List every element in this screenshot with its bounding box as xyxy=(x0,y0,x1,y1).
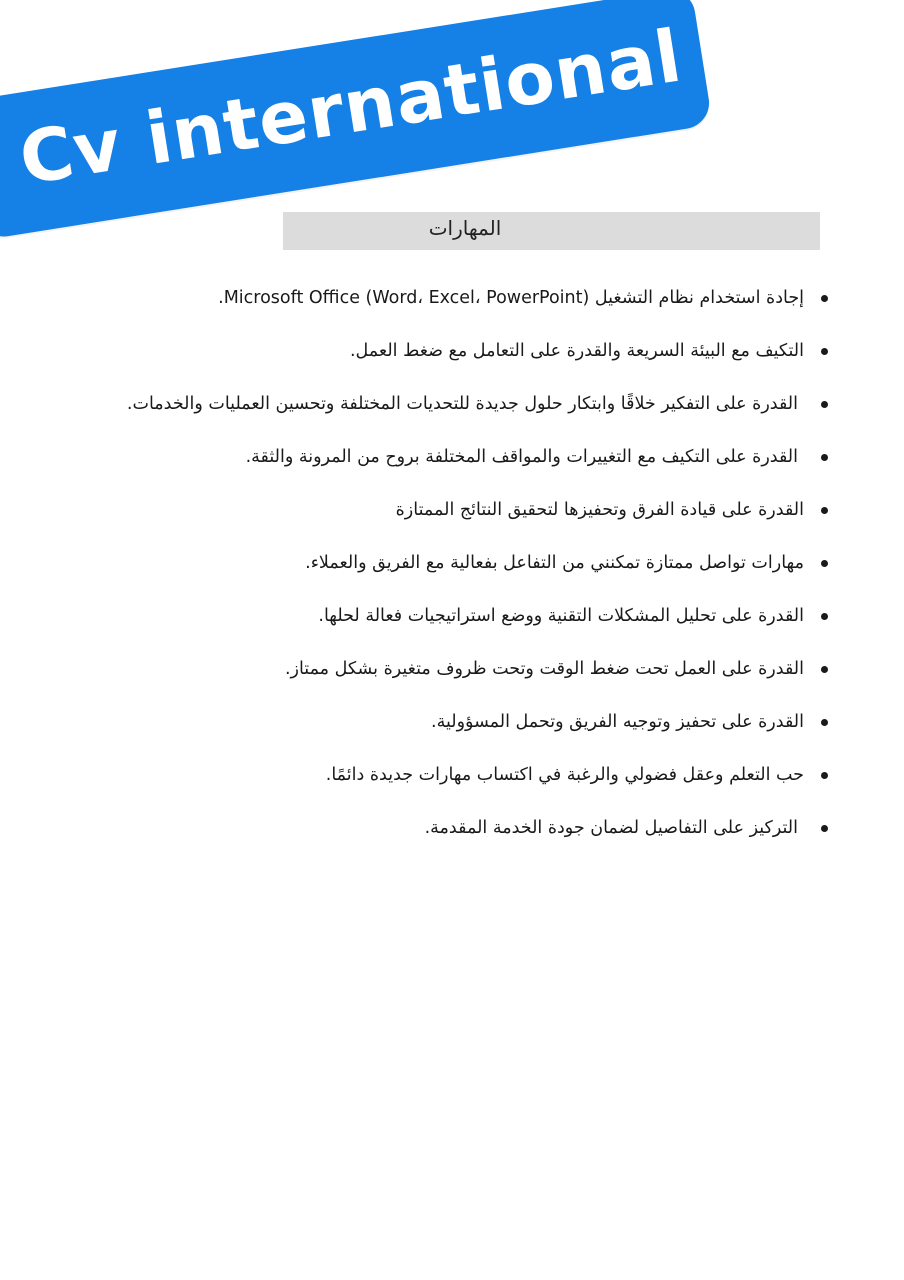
skill-text: مهارات تواصل ممتازة تمكنني من التفاعل بفعالية مع الفريق والعملاء. xyxy=(305,553,804,573)
skill-text: التكيف مع البيئة السريعة والقدرة على التعامل مع ضغط العمل. xyxy=(349,341,804,361)
skill-text: التركيز على التفاصيل لضمان جودة الخدمة المقدمة. xyxy=(424,818,798,838)
banner-title: Cv international xyxy=(14,13,688,201)
skill-text: إجادة استخدام نظام التشغيل (Microsoft Office (Word، Excel، PowerPoint. xyxy=(218,288,804,308)
skill-item xyxy=(90,653,832,686)
section-title: المهارات xyxy=(428,216,502,240)
skill-item xyxy=(90,388,832,421)
skill-item xyxy=(90,759,832,792)
skill-item xyxy=(90,494,832,527)
bullet-icon xyxy=(821,507,828,514)
skill-item xyxy=(90,282,832,315)
bullet-icon xyxy=(821,454,828,461)
bullet-icon xyxy=(821,613,828,620)
bullet-icon xyxy=(821,348,828,355)
bullet-icon xyxy=(821,719,828,726)
skill-text: القدرة على تحفيز وتوجيه الفريق وتحمل المسؤولية. xyxy=(431,712,804,732)
section-header-bar xyxy=(283,212,820,250)
skill-text: القدرة على التفكير خلاقًا وابتكار حلول جديدة للتحديات المختلفة وتحسين العمليات والخدمات. xyxy=(126,394,798,414)
skill-item xyxy=(90,706,832,739)
bullet-icon xyxy=(821,295,828,302)
bullet-icon xyxy=(821,560,828,567)
skill-item xyxy=(90,335,832,368)
skill-text: القدرة على تحليل المشكلات التقنية ووضع استراتيجيات فعالة لحلها. xyxy=(318,606,804,626)
skill-item xyxy=(90,812,832,845)
bullet-icon xyxy=(821,401,828,408)
skill-text: حب التعلم وعقل فضولي والرغبة في اكتساب مهارات جديدة دائمًا. xyxy=(325,765,804,785)
skill-text: القدرة على العمل تحت ضغط الوقت وتحت ظروف متغيرة بشكل ممتاز. xyxy=(284,659,804,679)
skill-text: القدرة على التكيف مع التغييرات والمواقف المختلفة بروح من المرونة والثقة. xyxy=(245,447,798,467)
skill-item xyxy=(90,600,832,633)
bullet-icon xyxy=(821,825,828,832)
bullet-icon xyxy=(821,666,828,673)
skill-item xyxy=(90,547,832,580)
skill-text: القدرة على قيادة الفرق وتحفيزها لتحقيق النتائج الممتازة xyxy=(395,500,804,520)
bullet-icon xyxy=(821,772,828,779)
skills-list xyxy=(90,282,832,865)
skill-item xyxy=(90,441,832,474)
